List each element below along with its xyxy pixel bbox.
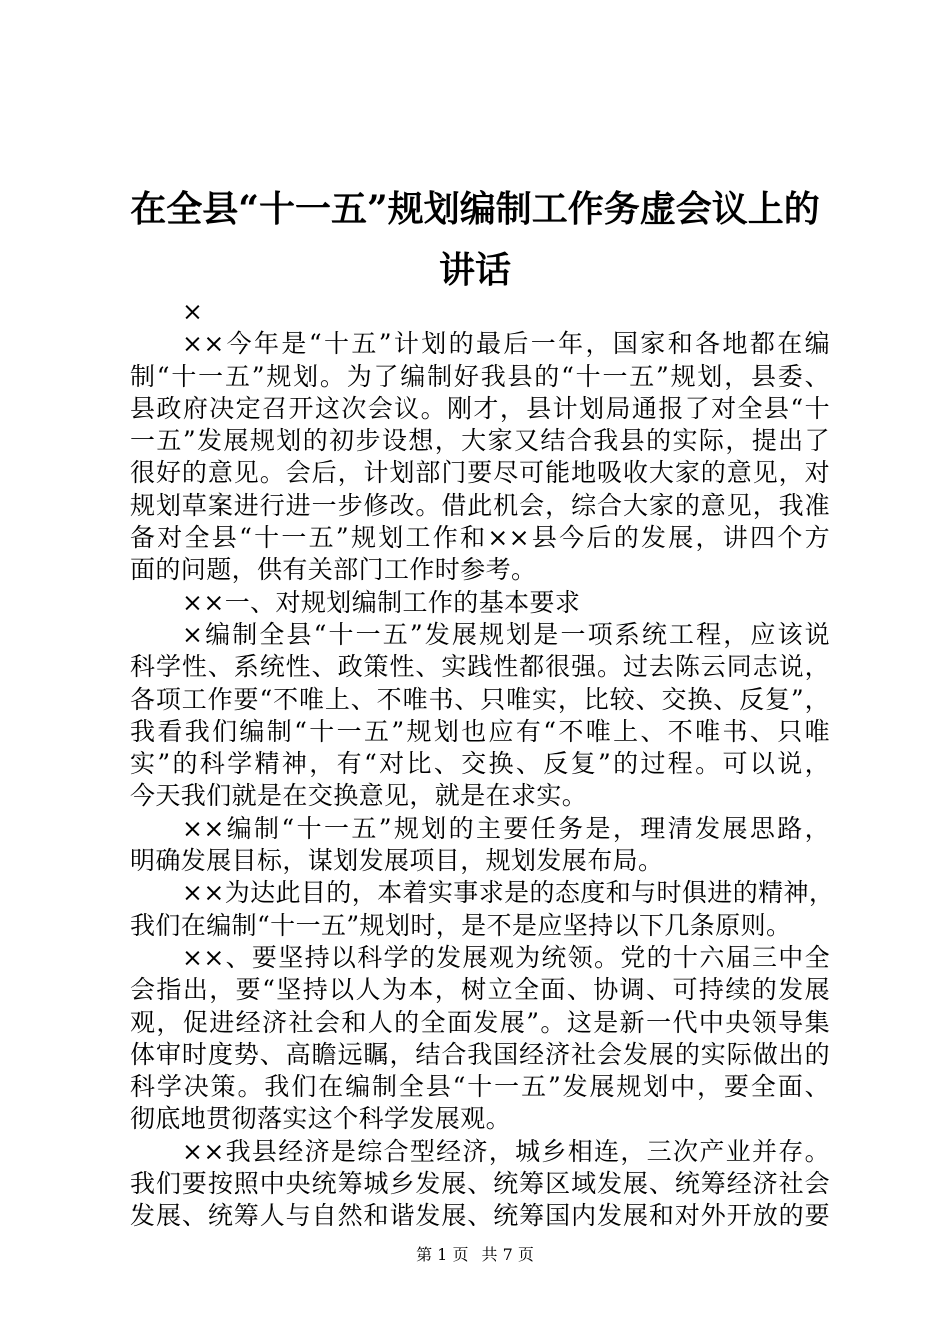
body-line: 我看我们编制“十一五”规划也应有“不唯上、不唯书、只唯 (130, 716, 830, 746)
body-line: × (182, 297, 204, 326)
body-line: 规划草案进行进一步修改。借此机会，综合大家的意见，我准 (130, 490, 830, 520)
body-line: ××编制“十一五”规划的主要任务是，理清发展思路， (182, 813, 830, 843)
page-number-current: 第 1 页 (416, 1245, 469, 1264)
body-line: ××为达此目的，本着实事求是的态度和与时俱进的精神， (182, 878, 835, 908)
body-line: 我们要按照中央统筹城乡发展、统筹区域发展、统筹经济社会 (130, 1169, 830, 1199)
body-line: 各项工作要“不唯上、不唯书、只唯实，比较、交换、反复”， (130, 684, 830, 714)
body-line: 实”的科学精神，有“对比、交换、反复”的过程。可以说， (130, 749, 830, 779)
section-heading: ××一、对规划编制工作的基本要求 (182, 587, 581, 617)
body-line: 彻底地贯彻落实这个科学发展观。 (130, 1104, 512, 1134)
body-line: 观，促进经济社会和人的全面发展”。这是新一代中央领导集 (130, 1007, 830, 1037)
body-line: ×编制全县“十一五”发展规划是一项系统工程，应该说 (182, 619, 830, 649)
body-line: ××、要坚持以科学的发展观为统领。党的十六届三中全 (182, 942, 830, 972)
body-line: 面的问题，供有关部门工作时参考。 (130, 555, 537, 585)
body-line: 科学性、系统性、政策性、实践性都很强。过去陈云同志说， (130, 652, 830, 682)
body-line: 备对全县“十一五”规划工作和××县今后的发展，讲四个方 (130, 523, 830, 553)
body-line: 制“十一五”规划。为了编制好我县的“十一五”规划，县委、 (130, 361, 830, 391)
body-line: 今天我们就是在交换意见，就是在求实。 (130, 781, 588, 811)
body-line: 我们在编制“十一五”规划时，是不是应坚持以下几条原则。 (130, 910, 792, 940)
body-line: 会指出，要“坚持以人为本，树立全面、协调、可持续的发展 (130, 975, 830, 1005)
page-number-total: 共 7 页 (481, 1245, 534, 1264)
document-title-line-1: 在全县“十一五”规划编制工作务虚会议上的 (130, 188, 820, 230)
body-line: 科学决策。我们在编制全县“十一五”发展规划中，要全面、 (130, 1072, 830, 1102)
document-body (130, 296, 835, 1233)
body-line: 很好的意见。会后，计划部门要尽可能地吸收大家的意见，对 (130, 458, 830, 488)
document-title-line-2: 讲话 (438, 249, 511, 291)
page-footer (0, 1246, 950, 1264)
body-line: 明确发展目标，谋划发展项目，规划发展布局。 (130, 846, 664, 876)
body-line: ××今年是“十五”计划的最后一年，国家和各地都在编 (182, 329, 830, 359)
body-line: 体审时度势、高瞻远瞩，结合我国经济社会发展的实际做出的 (130, 1039, 830, 1069)
body-line: 发展、统筹人与自然和谐发展、统筹国内发展和对外开放的要 (130, 1201, 830, 1231)
body-line: 一五”发展规划的初步设想，大家又结合我县的实际，提出了 (130, 426, 830, 456)
body-line: ××我县经济是综合型经济，城乡相连，三次产业并存。 (182, 1136, 830, 1166)
body-line: 县政府决定召开这次会议。刚才，县计划局通报了对全县“十 (130, 393, 830, 423)
